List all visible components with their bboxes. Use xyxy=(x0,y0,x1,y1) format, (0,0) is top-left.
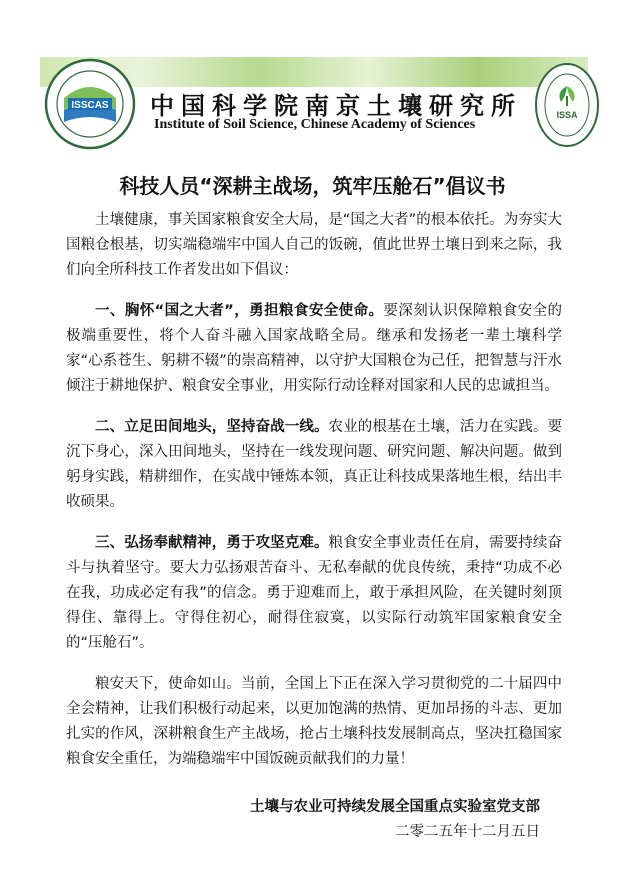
signature-date: 二零二五年十二月五日 xyxy=(395,824,540,840)
closing-paragraph: 粮安天下，使命如山。当前，全国上下正在深入学习贯彻党的二十届四中全会精神，让我们积极行动起来，以更加饱满的热情、更加昂扬的斗志、更加扎实的作风，深耕粮食生产主战场，抢占土壤科技发展制高点，坚决扛稳国家粮食安全重任，为端稳端牢中国饭碗贡献我们的力量！ xyxy=(66,676,562,767)
proposal-item-2-body: 农业的根基在土壤，活力在实践。要沉下身心，深入田间地头，坚持在一线发现问题、研究问题、解决问题。做到躬身实践，精耕细作，在实战中锤炼本领，真正让科技成果落地生根，结出丰收硕果。 xyxy=(66,419,562,510)
proposal-item-1-body: 要深刻认识保障粮食安全的极端重要性，将个人奋斗融入国家战略全局。继承和发扬老一辈土壤科学家“心系苍生、躬耕不辍”的崇高精神，以守护大国粮仓为己任，把智慧与汗水倾注于耕地保护、粮食安全事业，用实际行动诠释对国家和人民的忠诚担当。 xyxy=(66,303,562,394)
signature-organization: 土壤与农业可持续发展全国重点实验室党支部 xyxy=(250,799,540,815)
proposal-item-3-body: 粮食安全事业责任在肩，需要持续奋斗与执着坚守。要大力弘扬艰苦奋斗、无私奉献的优良传统，秉持“功成不必在我，功成必定有我”的信念。勇于迎难而上，敢于承担风险，在关键时刻顶得住、靠得上。守得住初心，耐得住寂寞，以实际行动筑牢国家粮食安全的“压舱石”。 xyxy=(66,535,562,651)
proposal-item-2-heading: 二、立足田间地头，坚持奋战一线。 xyxy=(95,419,329,435)
proposal-item-2 xyxy=(66,415,562,515)
institute-name-chinese: 中国科学院南京土壤研究所 xyxy=(150,91,522,120)
proposal-item-3 xyxy=(66,531,562,656)
proposal-item-1-heading: 一、胸怀“国之大者”，勇担粮食安全使命。 xyxy=(95,303,384,319)
letterhead xyxy=(0,0,625,150)
document-body xyxy=(66,208,562,788)
issa-logo-text: ISSA xyxy=(556,110,578,120)
issa-logo xyxy=(534,62,600,152)
intro-paragraph: 土壤健康，事关国家粮食安全大局，是“国之大者”的根本依托。为夯实大国粮仓根基，切实端稳端牢中国人自己的饭碗，值此世界土壤日到来之际，我们向全所科技工作者发出如下倡议： xyxy=(66,212,562,278)
isscas-logo-text: ISSCAS xyxy=(71,100,109,111)
document-title: 科技人员“深耕主战场，筑牢压舱石”倡议书 xyxy=(119,174,506,198)
proposal-item-3-heading: 三、弘扬奉献精神，勇于攻坚克难。 xyxy=(95,535,329,551)
proposal-item-1 xyxy=(66,299,562,399)
isscas-logo xyxy=(34,58,146,154)
institute-name-english: Institute of Soil Science, Chinese Academy of Sciences xyxy=(154,117,476,132)
